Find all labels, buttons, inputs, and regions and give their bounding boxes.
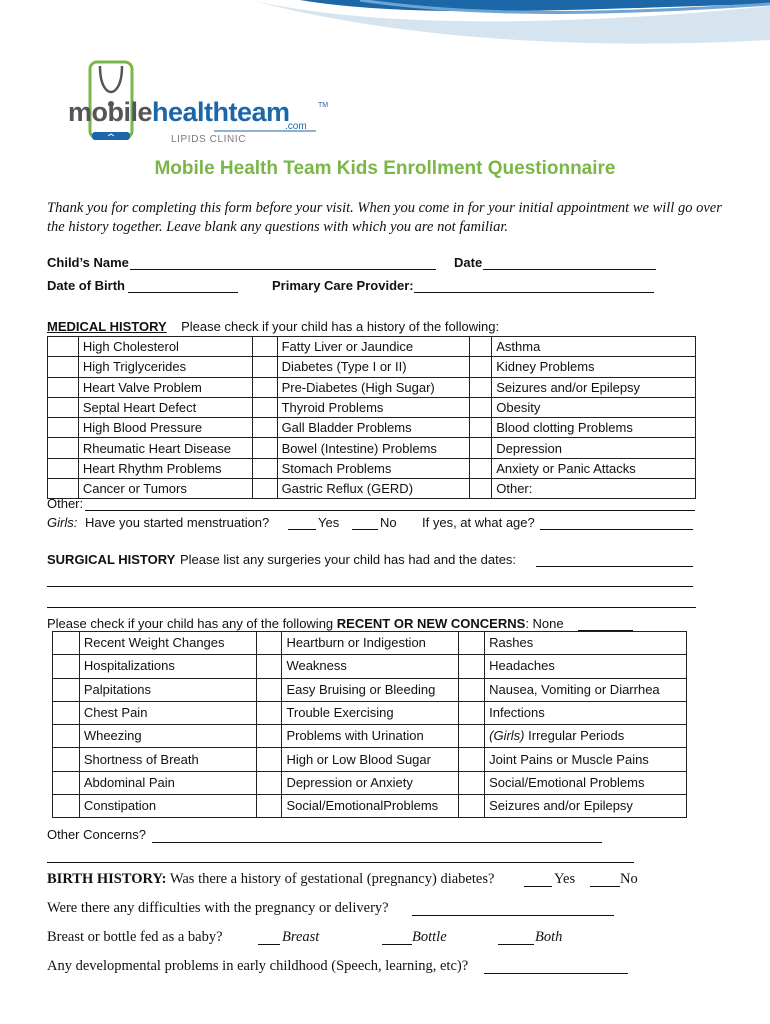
concerns-label: [282, 632, 459, 655]
gestational-yes-blank[interactable]: [524, 886, 552, 887]
concerns-checkbox[interactable]: [459, 771, 485, 794]
concerns-label-text: Nausea, Vomiting or Diarrhea: [489, 681, 660, 697]
concerns-label: [282, 795, 459, 818]
medical-history-label-text: Gastric Reflux (GERD): [281, 481, 414, 497]
medical-history-label-text: Asthma: [496, 339, 541, 355]
concerns-checkbox[interactable]: [256, 655, 282, 678]
surgical-history-field-1[interactable]: [536, 566, 693, 567]
concerns-checkbox[interactable]: [53, 748, 80, 771]
menstruation-age-field[interactable]: [540, 529, 693, 530]
concerns-intro: [47, 616, 564, 631]
concerns-checkbox[interactable]: [459, 701, 485, 724]
concerns-label: [79, 678, 256, 701]
breast-blank[interactable]: [258, 944, 280, 945]
medical-history-label: [492, 377, 696, 397]
birth-history-row: [47, 871, 494, 888]
concerns-label-text: Problems with Urination: [286, 728, 424, 744]
concerns-label: [485, 795, 687, 818]
developmental-question: Any developmental problems in early childhood (Speech, learning, etc)?: [47, 958, 469, 974]
medical-history-checkbox[interactable]: [252, 377, 277, 397]
concerns-label: [485, 655, 687, 678]
concerns-label-text: Joint Pains or Muscle Pains: [489, 751, 649, 767]
medical-history-label: [78, 377, 252, 397]
medical-history-label: [277, 337, 470, 357]
menstruation-age-question: If yes, at what age?: [422, 515, 535, 530]
logo-word-blue: healthteam: [152, 97, 290, 127]
medical-history-checkbox[interactable]: [252, 357, 277, 377]
concerns-label: [282, 655, 459, 678]
medical-history-label-text: Thyroid Problems: [281, 400, 384, 416]
concerns-label-text: Depression or Anxiety: [286, 774, 413, 790]
medical-history-label-text: Blood clotting Problems: [496, 420, 633, 436]
medical-history-label: [492, 418, 696, 438]
logo-word-gray: mobile: [68, 97, 153, 127]
concerns-label-text: Social/Emotional Problems: [489, 774, 645, 790]
concerns-row: [53, 655, 687, 678]
other-concerns-label: Other Concerns?: [47, 827, 146, 842]
concerns-checkbox[interactable]: [53, 771, 80, 794]
logo-wordmark: [68, 97, 290, 128]
gestational-diabetes-question: Was there a history of gestational (pregnancy) diabetes?: [169, 871, 495, 887]
medical-history-label-text: Other:: [496, 481, 533, 497]
medical-history-label-text: Anxiety or Panic Attacks: [496, 460, 636, 476]
medical-history-label: [78, 397, 252, 417]
medical-history-label: [277, 479, 470, 499]
concerns-label-text: Headaches: [489, 658, 555, 674]
concerns-row: [53, 748, 687, 771]
concerns-label-text: Palpitations: [83, 681, 152, 697]
concerns-label: [282, 678, 459, 701]
concerns-label-text: Weakness: [286, 658, 347, 674]
logo-domain: .com: [285, 121, 307, 132]
concerns-label: [485, 771, 687, 794]
medical-history-label-text: Pre-Diabetes (High Sugar): [281, 379, 435, 395]
medical-history-row: [48, 458, 696, 478]
concerns-label-text: Hospitalizations: [83, 658, 175, 674]
concerns-label-text: High or Low Blood Sugar: [286, 751, 431, 767]
girls-prefix: (Girls): [489, 728, 525, 744]
concerns-row: [53, 725, 687, 748]
medical-history-label: [78, 418, 252, 438]
medical-history-label-text: Heart Rhythm Problems: [82, 460, 222, 476]
both-blank[interactable]: [498, 944, 534, 945]
medical-history-checkbox[interactable]: [48, 337, 79, 357]
medical-history-label: [492, 337, 696, 357]
concerns-label-text: Social/EmotionalProblems: [286, 798, 439, 814]
concerns-label-text: Seizures and/or Epilepsy: [489, 798, 633, 814]
medical-history-table: [47, 336, 696, 499]
medical-history-label-text: Bowel (Intestine) Problems: [281, 440, 437, 456]
medical-history-label-text: Gall Bladder Problems: [281, 420, 412, 436]
concerns-label-text: Infections: [489, 705, 545, 721]
medical-history-checkbox[interactable]: [252, 418, 277, 438]
medical-history-label: [492, 479, 696, 499]
concerns-checkbox[interactable]: [53, 655, 80, 678]
medical-history-label-text: Depression: [496, 440, 563, 456]
medical-history-checkbox[interactable]: [48, 397, 79, 417]
menstruation-row: [47, 515, 77, 530]
concerns-label: [282, 725, 459, 748]
medical-history-row: [48, 337, 696, 357]
medical-history-checkbox[interactable]: [470, 418, 492, 438]
menstruation-no-label: No: [380, 515, 397, 530]
medical-history-label: [492, 357, 696, 377]
developmental-field[interactable]: [484, 973, 628, 974]
medical-history-label-text: Stomach Problems: [281, 460, 392, 476]
concerns-intro-text: Please check if your child has any of the following: [47, 616, 334, 631]
gestational-yes-label: Yes: [554, 871, 576, 887]
medical-history-label-text: High Blood Pressure: [82, 420, 203, 436]
medical-history-label: [78, 337, 252, 357]
medical-history-checkbox[interactable]: [48, 357, 79, 377]
concerns-label-text: Constipation: [83, 798, 157, 814]
concerns-checkbox[interactable]: [256, 795, 282, 818]
medical-history-checkbox[interactable]: [252, 438, 277, 458]
feeding-question: Breast or bottle fed as a baby?: [47, 929, 223, 945]
medical-history-row: [48, 377, 696, 397]
concerns-label: [79, 725, 256, 748]
medical-history-label: [78, 438, 252, 458]
concerns-label-text: Wheezing: [83, 728, 142, 744]
medical-history-checkbox[interactable]: [470, 438, 492, 458]
medical-history-checkbox[interactable]: [48, 418, 79, 438]
concerns-label: [485, 725, 687, 748]
menstruation-yes-label: Yes: [318, 515, 340, 530]
medical-history-label: [277, 397, 470, 417]
date-field[interactable]: [483, 269, 656, 270]
other-concerns-field-2[interactable]: [47, 862, 634, 863]
concerns-checkbox[interactable]: [256, 701, 282, 724]
medical-history-label-text: Cancer or Tumors: [82, 481, 187, 497]
concerns-checkbox[interactable]: [256, 771, 282, 794]
medical-history-label-text: High Cholesterol: [82, 339, 179, 355]
concerns-label: [282, 771, 459, 794]
girls-label: Girls:: [47, 515, 78, 530]
gestational-no-blank[interactable]: [590, 886, 620, 887]
concerns-row: [53, 678, 687, 701]
medical-history-checkbox[interactable]: [252, 397, 277, 417]
concerns-label-text: Abdominal Pain: [83, 774, 175, 790]
medical-history-checkbox[interactable]: [252, 337, 277, 357]
breast-option: Breast: [282, 929, 320, 945]
bottle-option: Bottle: [412, 929, 447, 945]
medical-history-checkbox[interactable]: [252, 479, 277, 499]
concerns-label-text: Rashes: [489, 635, 534, 651]
concerns-label: [79, 748, 256, 771]
header-swoosh: [0, 0, 770, 60]
medical-history-label: [277, 458, 470, 478]
surgical-history-heading: SURGICAL HISTORY: [47, 552, 176, 567]
medical-history-checkbox[interactable]: [470, 397, 492, 417]
other-concerns-field-1[interactable]: [152, 842, 602, 843]
concerns-checkbox[interactable]: [53, 701, 80, 724]
menstruation-yes-blank[interactable]: [288, 529, 316, 530]
medical-history-checkbox[interactable]: [470, 479, 492, 499]
medical-history-label: [277, 357, 470, 377]
medical-history-label: [78, 479, 252, 499]
concerns-checkbox[interactable]: [53, 725, 80, 748]
concerns-checkbox[interactable]: [459, 632, 485, 655]
concerns-none-label: : None: [525, 616, 564, 631]
concerns-row: [53, 701, 687, 724]
concerns-checkbox[interactable]: [53, 678, 80, 701]
other-label: Other:: [47, 496, 84, 511]
concerns-checkbox[interactable]: [53, 795, 80, 818]
medical-history-instruction: Please check if your child has a history of the following:: [181, 319, 500, 334]
medical-history-label-text: Diabetes (Type I or II): [281, 359, 407, 375]
pregnancy-difficulties-field[interactable]: [412, 915, 614, 916]
surgical-history-instruction: Please list any surgeries your child has had and the dates:: [180, 552, 517, 567]
pcp-label: Primary Care Provider:: [272, 278, 414, 293]
concerns-row: [53, 632, 687, 655]
concerns-label: [485, 678, 687, 701]
medical-history-label-text: High Triglycerides: [82, 359, 187, 375]
pcp-field[interactable]: [414, 292, 654, 293]
concerns-label-text: Irregular Periods: [528, 728, 625, 744]
medical-history-checkbox[interactable]: [252, 458, 277, 478]
medical-history-checkbox[interactable]: [48, 458, 79, 478]
concerns-label-text: Easy Bruising or Bleeding: [286, 681, 436, 697]
medical-history-checkbox[interactable]: [48, 377, 79, 397]
medical-history-checkbox[interactable]: [470, 377, 492, 397]
concerns-checkbox[interactable]: [459, 725, 485, 748]
surgical-history-field-3[interactable]: [47, 607, 696, 608]
date-label: Date: [454, 255, 483, 270]
medical-history-label: [277, 438, 470, 458]
concerns-label: [79, 771, 256, 794]
concerns-label-text: Chest Pain: [83, 705, 148, 721]
concerns-table: [52, 631, 687, 818]
medical-history-label: [277, 377, 470, 397]
medical-history-label-text: Heart Valve Problem: [82, 379, 202, 395]
medical-history-label: [78, 357, 252, 377]
medical-history-label-text: Rheumatic Heart Disease: [82, 440, 231, 456]
medical-history-row: [48, 397, 696, 417]
concerns-checkbox[interactable]: [256, 725, 282, 748]
gestational-no-label: No: [620, 871, 638, 887]
medical-history-checkbox[interactable]: [470, 458, 492, 478]
medical-history-header: [47, 319, 499, 334]
pregnancy-difficulties-question: Were there any difficulties with the pregnancy or delivery?: [47, 900, 389, 916]
concerns-checkbox[interactable]: [256, 678, 282, 701]
medical-history-checkbox[interactable]: [48, 438, 79, 458]
concerns-label: [485, 632, 687, 655]
concerns-intro-bold: RECENT OR NEW CONCERNS: [336, 616, 526, 631]
medical-history-label-text: Fatty Liver or Jaundice: [281, 339, 414, 355]
medical-history-label-text: Seizures and/or Epilepsy: [496, 379, 641, 395]
medical-history-row: [48, 438, 696, 458]
menstruation-no-blank[interactable]: [352, 529, 378, 530]
dob-field[interactable]: [128, 292, 238, 293]
both-option: Both: [535, 929, 563, 945]
page-title: Mobile Health Team Kids Enrollment Questionnaire: [154, 158, 616, 179]
concerns-checkbox[interactable]: [256, 632, 282, 655]
logo-trademark: TM: [318, 102, 329, 109]
concerns-label-text: Shortness of Breath: [83, 751, 199, 767]
medical-history-label: [492, 397, 696, 417]
medical-history-checkbox[interactable]: [470, 337, 492, 357]
concerns-label-text: Recent Weight Changes: [83, 635, 225, 651]
medical-history-label: [78, 458, 252, 478]
logo-subtitle: LIPIDS CLINIC: [171, 134, 247, 145]
medical-history-label-text: Obesity: [496, 400, 541, 416]
medical-history-label: [492, 438, 696, 458]
concerns-label: [79, 701, 256, 724]
bottle-blank[interactable]: [382, 944, 412, 945]
concerns-label-text: Heartburn or Indigestion: [286, 635, 426, 651]
medical-history-row: [48, 418, 696, 438]
concerns-checkbox[interactable]: [53, 632, 80, 655]
concerns-checkbox[interactable]: [459, 795, 485, 818]
surgical-history-field-2[interactable]: [47, 586, 693, 587]
medical-history-label: [492, 458, 696, 478]
concerns-label-text: Trouble Exercising: [286, 705, 394, 721]
concerns-checkbox[interactable]: [256, 748, 282, 771]
menstruation-question: Have you started menstruation?: [85, 515, 270, 530]
birth-history-heading: BIRTH HISTORY:: [47, 871, 167, 887]
concerns-label: [282, 701, 459, 724]
medical-history-heading: MEDICAL HISTORY: [47, 319, 167, 334]
child-name-label: Child’s Name: [47, 255, 129, 270]
medical-history-row: [48, 479, 696, 499]
concerns-checkbox[interactable]: [459, 748, 485, 771]
medical-history-label: [277, 418, 470, 438]
concerns-label: [485, 748, 687, 771]
concerns-checkbox[interactable]: [459, 655, 485, 678]
other-conditions-field[interactable]: [85, 510, 695, 511]
concerns-row: [53, 771, 687, 794]
concerns-label: [79, 632, 256, 655]
concerns-label: [79, 655, 256, 678]
dob-label: Date of Birth: [47, 278, 125, 293]
medical-history-checkbox[interactable]: [470, 357, 492, 377]
concerns-label: [282, 748, 459, 771]
concerns-row: [53, 795, 687, 818]
child-name-field[interactable]: [130, 269, 436, 270]
intro-text: Thank you for completing this form before your visit. When you come in for your initial appointment we will go over the history together. Leave blank any questions with which you are not familiar.: [47, 200, 722, 235]
concerns-checkbox[interactable]: [459, 678, 485, 701]
concerns-label: [485, 701, 687, 724]
medical-history-row: [48, 357, 696, 377]
medical-history-label-text: Kidney Problems: [496, 359, 595, 375]
concerns-label: [79, 795, 256, 818]
medical-history-label-text: Septal Heart Defect: [82, 400, 197, 416]
